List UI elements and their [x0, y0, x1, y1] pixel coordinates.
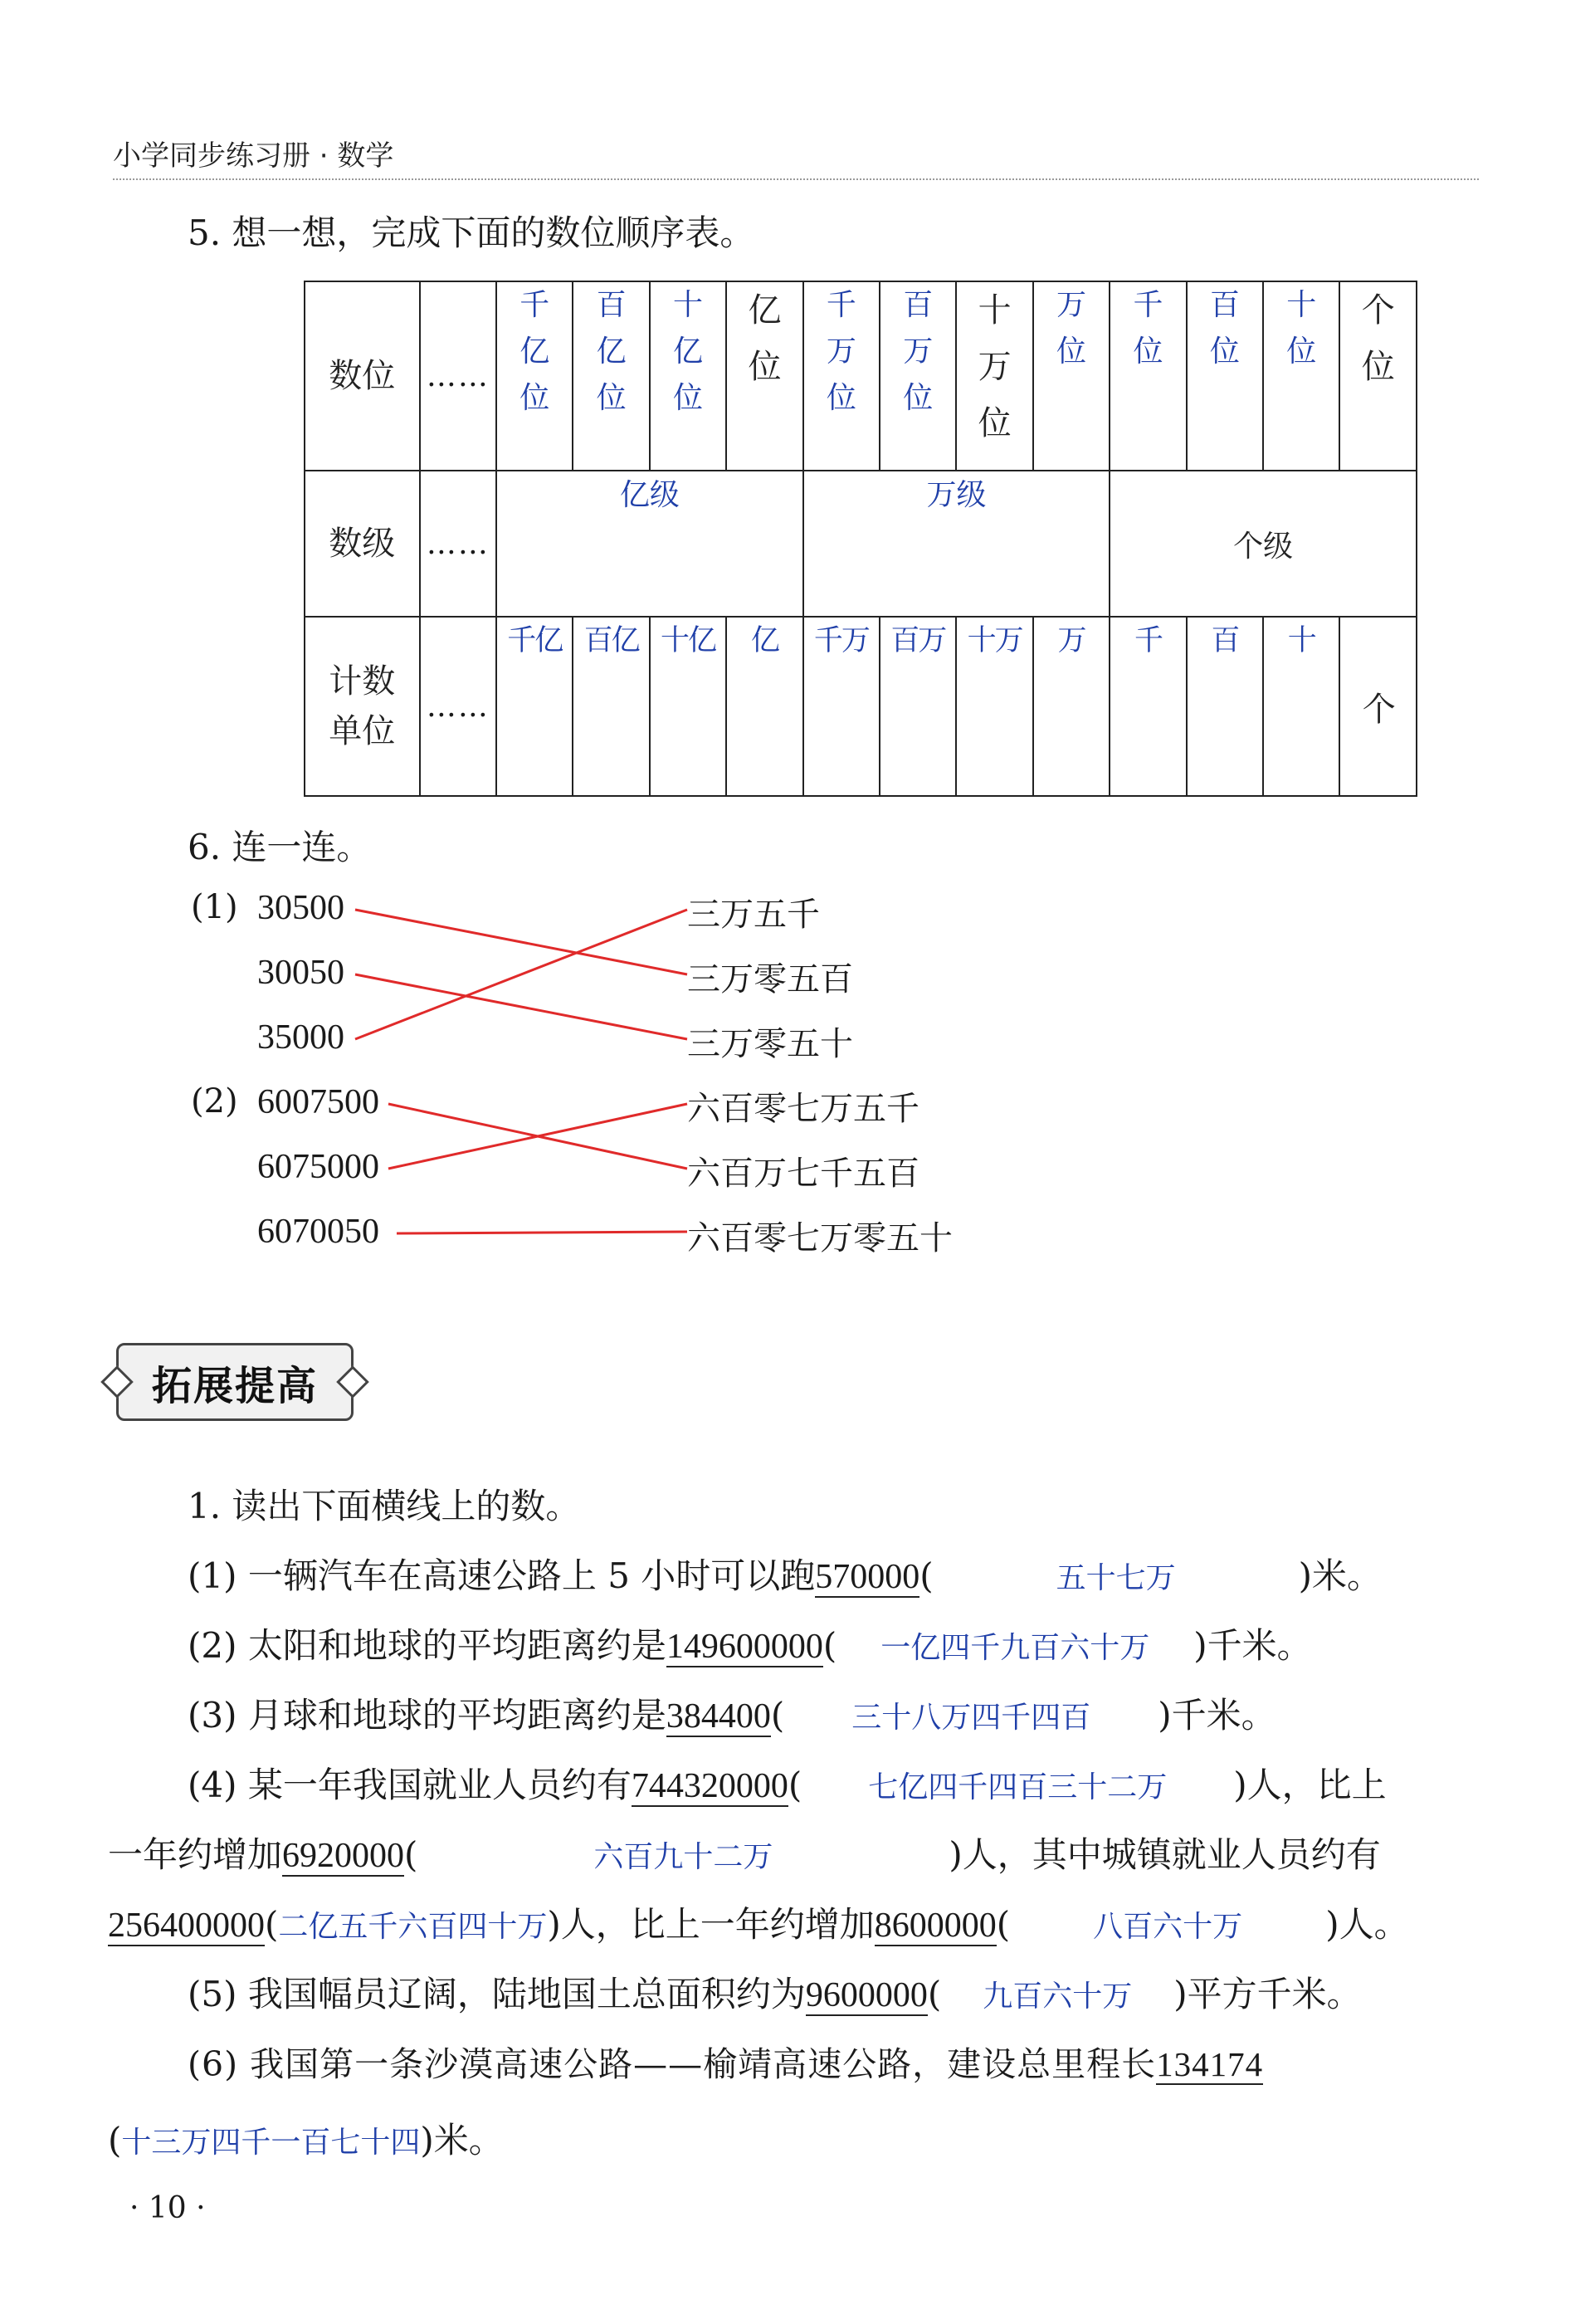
- place-char: 万: [826, 334, 856, 369]
- place-char: 千: [1133, 288, 1163, 322]
- place-char: 十: [1286, 288, 1317, 322]
- read-item-3: (3) 月球和地球的平均距离约是384400( 三十八万四千四百 )千米。: [188, 1695, 1276, 1736]
- item-answer: 十三万四千一百七十四: [121, 2126, 421, 2160]
- dots: ……: [420, 617, 496, 796]
- unit-cell: 十亿: [650, 617, 726, 796]
- item-text: (5) 我国幅员辽阔，陆地国土总面积约为: [188, 1974, 806, 2014]
- item-number: 134174: [1156, 2045, 1264, 2083]
- q5-title: 5. 想一想，完成下面的数位顺序表。: [188, 212, 755, 253]
- page-number: · 10 ·: [129, 2191, 206, 2225]
- unit-cell: 千: [1110, 617, 1186, 796]
- place-char: 千: [519, 288, 550, 322]
- place-char: 个: [1361, 291, 1395, 330]
- section-badge: 拓展提高: [116, 1343, 354, 1421]
- place-char: 位: [826, 380, 856, 415]
- part2-word: 六百零七万五千: [687, 1090, 919, 1128]
- dots: ……: [420, 281, 496, 471]
- item-answer: 五十七万: [1056, 1561, 1176, 1595]
- place-char: 万: [1056, 288, 1087, 322]
- place-char: 位: [1209, 334, 1240, 369]
- q6-title: 6. 连一连。: [188, 827, 372, 867]
- place-char: 位: [1056, 334, 1087, 369]
- item-number: 9600000: [805, 1976, 928, 2014]
- place-char: 位: [596, 380, 627, 415]
- item-text: )米。: [1298, 1555, 1383, 1596]
- item-text: )人，比上: [1233, 1765, 1387, 1805]
- place-char: 位: [748, 348, 782, 386]
- item-number: 570000: [815, 1558, 920, 1596]
- part2-number: 6070050: [257, 1213, 379, 1251]
- match-line: [355, 910, 687, 974]
- place-char: 位: [673, 380, 704, 415]
- read-item-4: (4) 某一年我国就业人员约有744320000( 七亿四千四百三十二万 )人，比上: [188, 1765, 1387, 1805]
- place-char: 百: [1209, 288, 1240, 322]
- read-title: 1. 读出下面横线上的数。: [188, 1486, 581, 1526]
- item-number: 6920000: [282, 1837, 405, 1875]
- read-item-6: [188, 2037, 1263, 2086]
- place-char: 亿: [673, 334, 704, 369]
- item-text: )人，比上一年约增加: [547, 1904, 875, 1945]
- place-char: 亿: [748, 291, 782, 330]
- part1-label: (1): [191, 888, 238, 926]
- place-char: 位: [1361, 348, 1395, 386]
- read-item-1: (1) 一辆汽车在高速公路上 5 小时可以跑570000( 五十七万 )米。: [188, 1555, 1383, 1596]
- part2-word: 六百零七万零五十: [687, 1219, 953, 1257]
- unit-cell: 万: [1033, 617, 1110, 796]
- item-text: (3) 月球和地球的平均距离约是: [188, 1695, 666, 1736]
- place-char: 百: [903, 288, 934, 322]
- item-answer: 一亿四千九百六十万: [880, 1631, 1150, 1665]
- item-text: 一年约增加: [108, 1834, 283, 1875]
- read-item-2: (2) 太阳和地球的平均距离约是149600000( 一亿四千九百六十万 )千米。: [188, 1625, 1312, 1666]
- match-line: [355, 974, 687, 1039]
- part2-number: 6007500: [257, 1083, 379, 1121]
- match-line: [397, 1232, 687, 1233]
- place-char: 万: [978, 348, 1012, 386]
- running-header: 小学同步练习册 · 数学: [113, 139, 394, 173]
- item-answer: 三十八万四千四百: [851, 1701, 1091, 1735]
- read-item-4-line2: 一年约增加6920000( 六百九十二万 )人，其中城镇就业人员约有: [108, 1834, 1381, 1875]
- part1-word: 三万零五十: [687, 1025, 853, 1063]
- item-text: 米。: [433, 2120, 504, 2160]
- tier-ge: 个级: [1110, 471, 1417, 617]
- place-char: 百: [596, 288, 627, 322]
- item-text: (4) 某一年我国就业人员约有: [188, 1765, 632, 1805]
- part2-label: (2): [191, 1082, 238, 1120]
- item-answer: 八百六十万: [1093, 1910, 1243, 1944]
- item-text: )平方千米。: [1173, 1974, 1362, 2014]
- row-label-unit-line2: 单位: [329, 712, 396, 750]
- unit-cell: 个: [1339, 617, 1417, 796]
- item-answer: 九百六十万: [983, 1980, 1133, 2014]
- place-char: 亿: [519, 334, 550, 369]
- item-number: 8600000: [874, 1907, 997, 1945]
- item-number: 149600000: [666, 1628, 823, 1666]
- part1-number: 30500: [257, 889, 344, 927]
- dots: ……: [420, 471, 496, 617]
- place-char: 十: [978, 291, 1012, 330]
- part1-word: 三万五千: [687, 896, 820, 934]
- part1-word: 三万零五百: [687, 960, 853, 998]
- tier-wan: 万级: [803, 471, 1110, 617]
- unit-cell: 百亿: [573, 617, 649, 796]
- read-item-6-line2: (十三万四千一百七十四)米。: [108, 2120, 504, 2160]
- place-char: 位: [519, 380, 550, 415]
- match-line: [355, 910, 687, 1039]
- part2-word: 六百万七千五百: [687, 1155, 919, 1193]
- item-answer: 七亿四千四百三十二万: [868, 1770, 1168, 1804]
- row-label-unit-line1: 计数: [329, 662, 396, 701]
- item-answer: 六百九十二万: [593, 1840, 773, 1874]
- item-text: )千米。: [1158, 1695, 1276, 1736]
- read-item-4-line3: 256400000(二亿五千六百四十万)人，比上一年约增加8600000( 八百六十万 )人。: [108, 1904, 1409, 1945]
- place-char: 位: [1133, 334, 1163, 369]
- item-text: )千米。: [1193, 1625, 1312, 1666]
- unit-cell: 千万: [803, 617, 880, 796]
- item-text: (2) 太阳和地球的平均距离约是: [188, 1625, 666, 1666]
- place-char: 亿: [596, 334, 627, 369]
- tier-yi: 亿级: [496, 471, 803, 617]
- item-text: (1) 一辆汽车在高速公路上 5 小时可以跑: [188, 1555, 816, 1596]
- read-item-5: (5) 我国幅员辽阔，陆地国土总面积约为9600000( 九百六十万 )平方千米。: [188, 1974, 1362, 2014]
- item-number: 384400: [666, 1697, 771, 1736]
- unit-cell: 亿: [726, 617, 802, 796]
- unit-cell: 百: [1187, 617, 1263, 796]
- unit-cell: 十万: [956, 617, 1032, 796]
- part2-number: 6075000: [257, 1148, 379, 1186]
- place-char: 位: [978, 404, 1012, 442]
- place-char: 位: [903, 380, 934, 415]
- place-char: 千: [826, 288, 856, 322]
- item-text: )人，其中城镇就业人员约有: [949, 1834, 1381, 1875]
- unit-cell: 千亿: [496, 617, 573, 796]
- place-char: 万: [903, 334, 934, 369]
- place-char: 位: [1286, 334, 1317, 369]
- part1-number: 30050: [257, 954, 344, 992]
- unit-cell: 十: [1263, 617, 1339, 796]
- part1-number: 35000: [257, 1018, 344, 1057]
- place-char: 十: [673, 288, 704, 322]
- item-text: )人。: [1325, 1904, 1409, 1945]
- item-text: (6) 我国第一条沙漠高速公路——榆靖高速公路，建设总里程长: [188, 2044, 1157, 2084]
- row-label-place: 数位: [305, 281, 420, 471]
- unit-cell: 百万: [880, 617, 956, 796]
- item-number: 744320000: [631, 1767, 788, 1805]
- item-number: 256400000: [108, 1907, 265, 1945]
- item-answer: 二亿五千六百四十万: [278, 1910, 548, 1944]
- row-label-tier: 数级: [305, 471, 420, 617]
